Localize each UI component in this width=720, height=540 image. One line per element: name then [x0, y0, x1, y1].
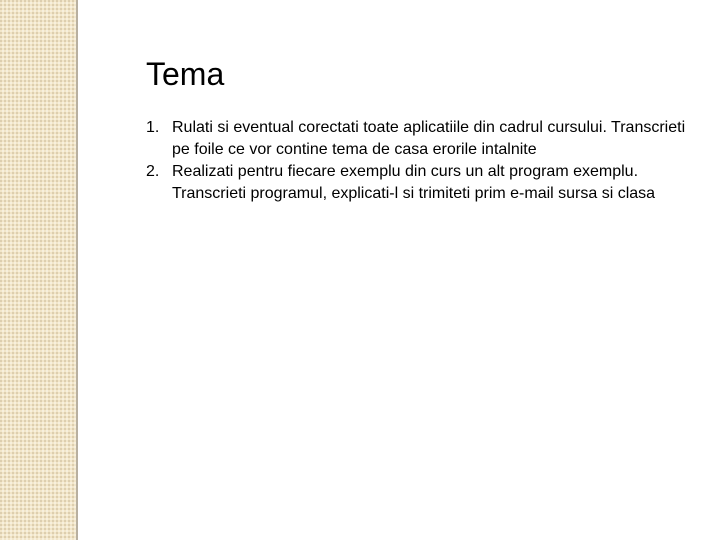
task-item-number: 1. — [146, 119, 160, 136]
slide-title: Tema — [146, 56, 225, 92]
task-item-2 — [146, 161, 686, 205]
task-list — [146, 117, 686, 205]
task-item-text: Realizati pentru fiecare exemplu din curs un alt program exemplu. Transcrieti programul, explicati-l si trimiteti prim e-mail sursa si clasa — [172, 163, 656, 202]
task-item-text: Rulati si eventual corectati toate aplicatiile din cadrul cursului. Transcrieti pe foile ce vor contine tema de casa erorile intalnite — [172, 119, 686, 158]
task-item-number: 2. — [146, 163, 160, 180]
task-item-1 — [146, 117, 686, 161]
decorative-side-panel — [0, 0, 78, 540]
